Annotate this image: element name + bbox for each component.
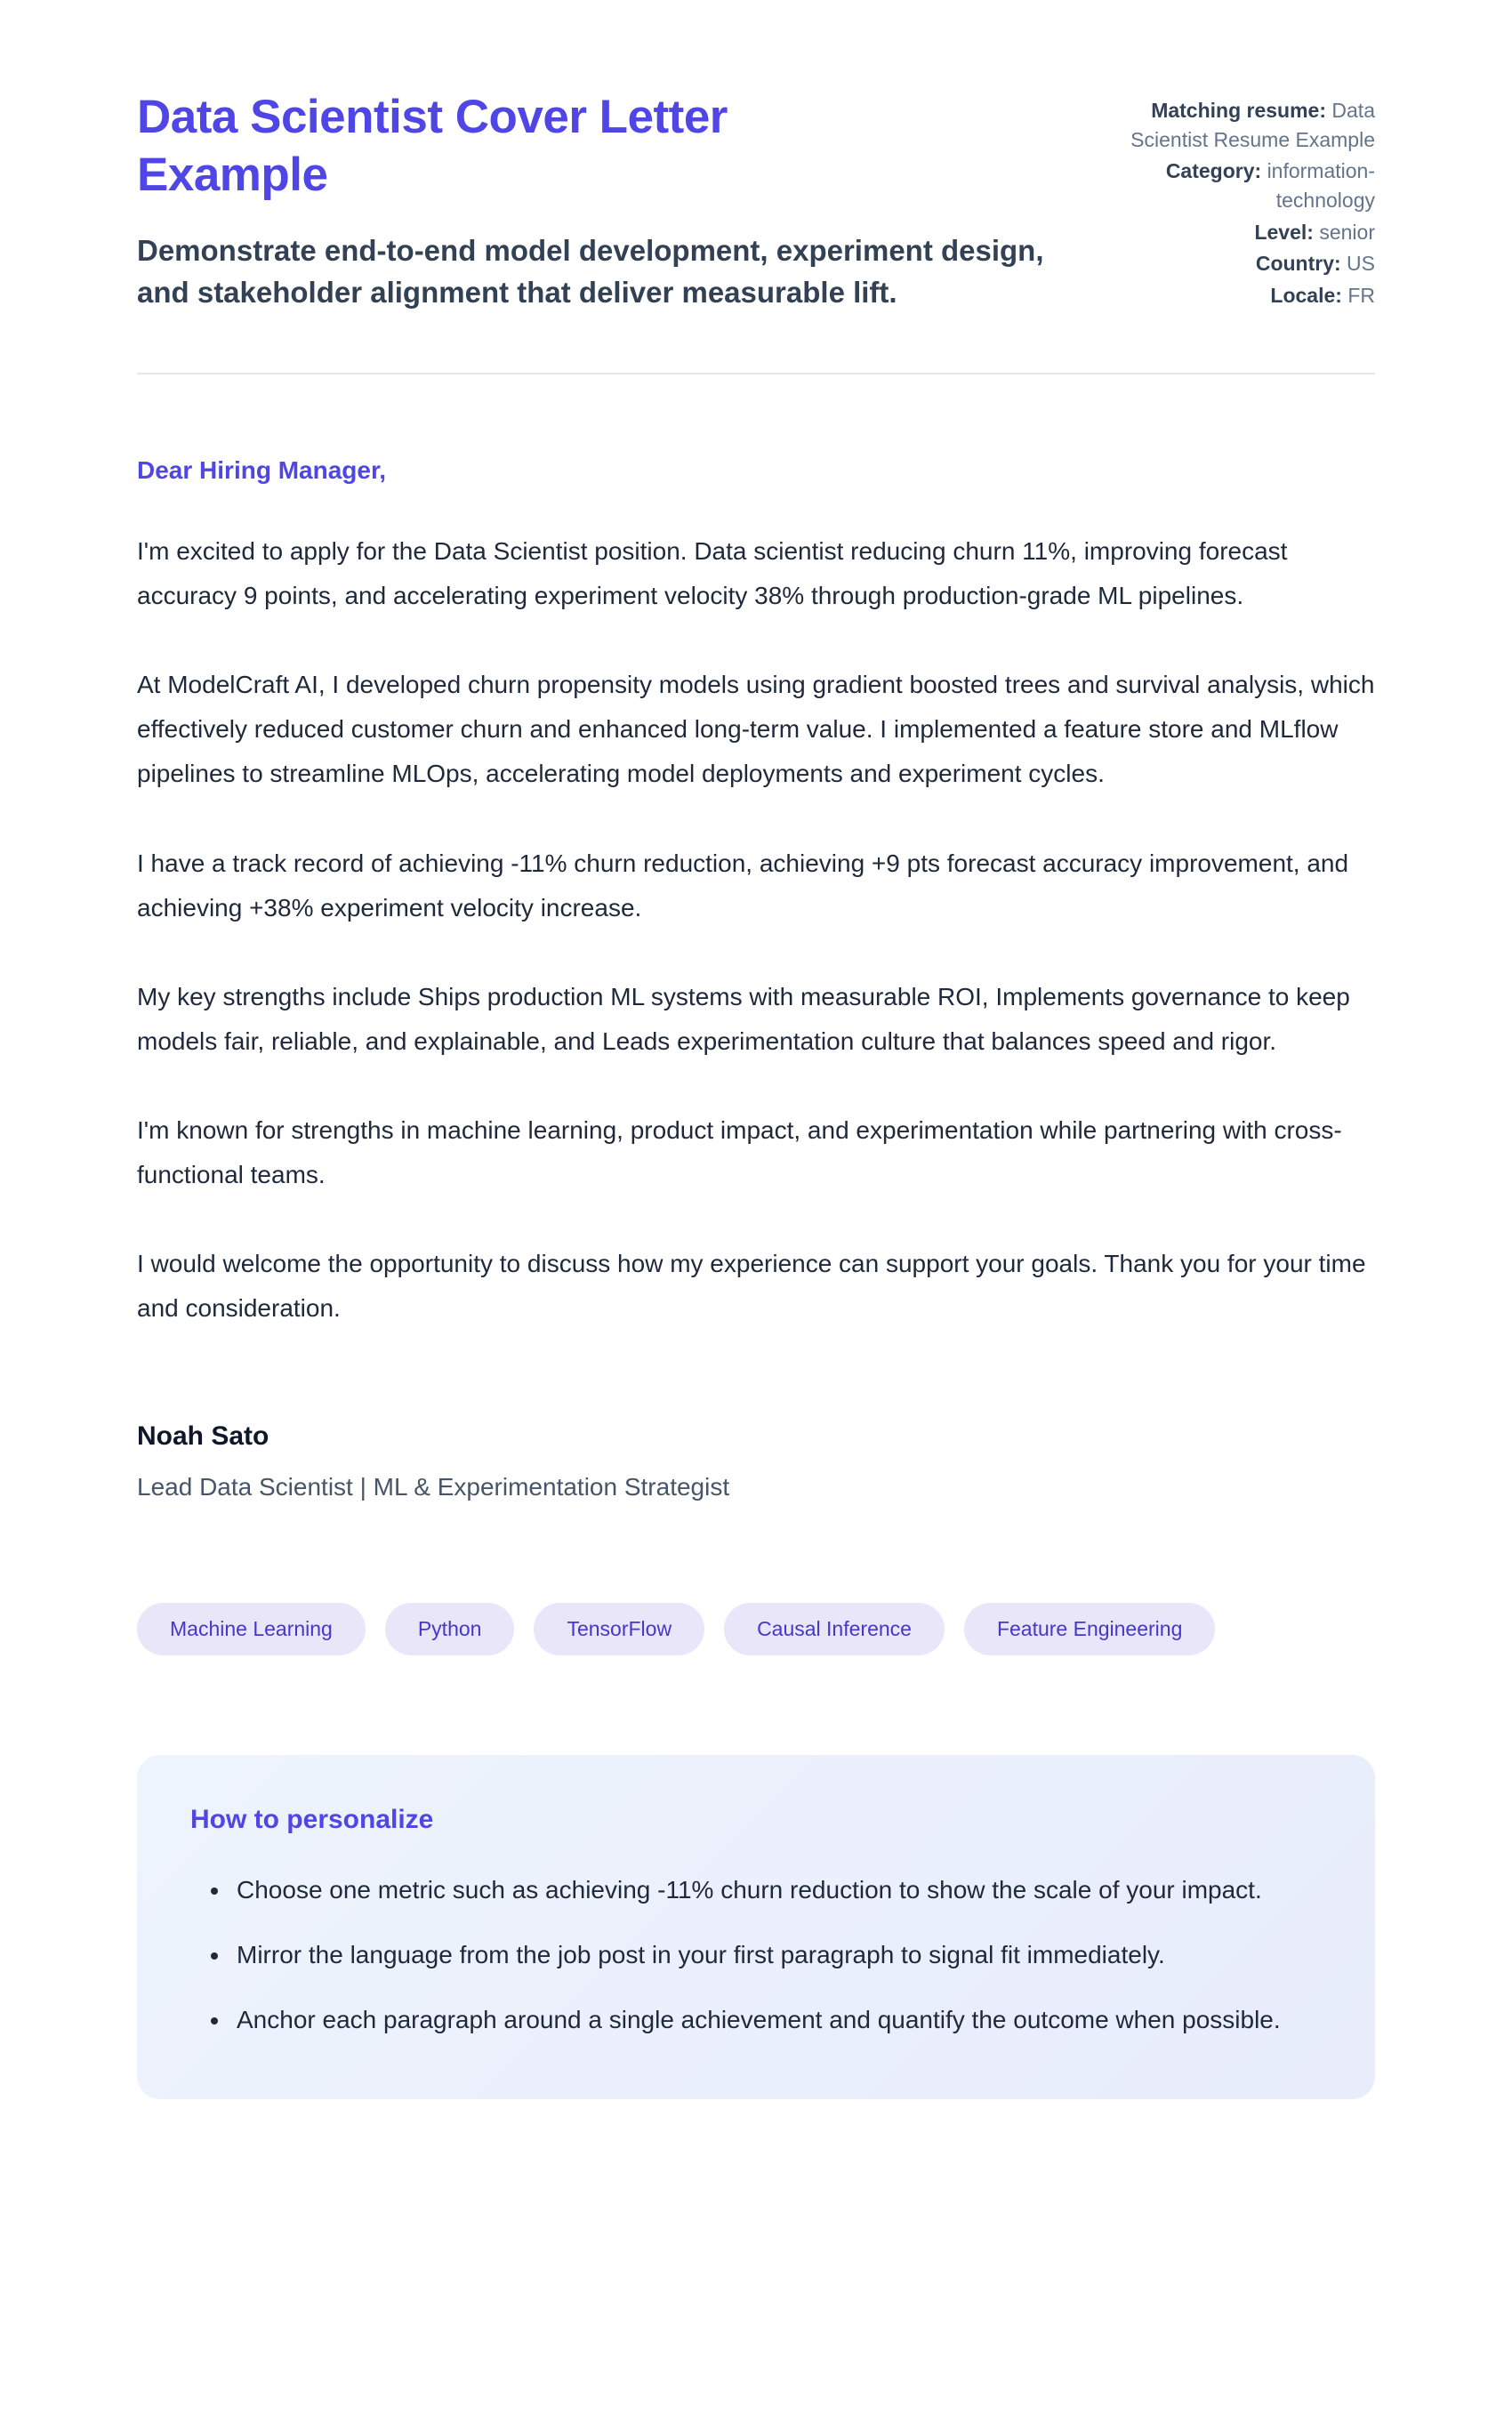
meta-label: Matching resume: bbox=[1151, 99, 1327, 122]
letter-paragraph: My key strengths include Ships production ML systems with measurable ROI, Implements governance to keep models fair, reliable, and explainable, and Leads experimentation culture that balances speed and rigor. bbox=[137, 982, 1350, 1055]
meta-value: Data Scientist Resume Example bbox=[1130, 99, 1375, 151]
header bbox=[137, 89, 1375, 314]
skill-tag-tensorflow[interactable]: TensorFlow bbox=[534, 1603, 704, 1655]
skill-tag-causal-inference[interactable]: Causal Inference bbox=[724, 1603, 945, 1655]
callout-title: How to personalize bbox=[190, 1805, 434, 1835]
page-subtitle: Demonstrate end-to-end model development, experiment design, and stakeholder alignment that deliver measurable lift. bbox=[137, 234, 1044, 310]
meta-label: Locale: bbox=[1270, 283, 1342, 307]
letter-body bbox=[137, 456, 1375, 1331]
meta-item-country bbox=[1117, 249, 1375, 278]
signature-block bbox=[137, 1421, 1375, 1501]
letter-paragraph: I would welcome the opportunity to discuss how my experience can support your goals. Thank you for your time and consideration. bbox=[137, 1250, 1366, 1323]
callout-bullet-list bbox=[190, 1869, 1322, 2041]
signature-name: Noah Sato bbox=[137, 1421, 269, 1452]
skill-tag-feature-engineering[interactable]: Feature Engineering bbox=[964, 1603, 1215, 1655]
meta-label: Level: bbox=[1254, 220, 1314, 244]
meta-panel bbox=[1117, 89, 1375, 313]
meta-item-matching-resume bbox=[1117, 96, 1375, 154]
meta-value: senior bbox=[1319, 220, 1375, 244]
skill-tag-python[interactable]: Python bbox=[385, 1603, 515, 1655]
meta-value: FR bbox=[1347, 283, 1375, 307]
header-divider bbox=[137, 373, 1375, 374]
letter-paragraph: I'm excited to apply for the Data Scientist position. Data scientist reducing churn 11%, improving forecast accuracy 9 points, and accelerating experiment velocity 38% through production-grade ML pipelines. bbox=[137, 537, 1288, 610]
meta-item-locale bbox=[1117, 281, 1375, 310]
cover-letter-page bbox=[137, 0, 1375, 2215]
callout-bullet: • Choose one metric such as achieving -11% churn reduction to show the scale of your impact. bbox=[231, 1869, 1322, 1912]
meta-value: information-technology bbox=[1267, 159, 1375, 212]
salutation: Dear Hiring Manager, bbox=[137, 456, 387, 485]
meta-item-level bbox=[1117, 218, 1375, 247]
callout-bullet: • Mirror the language from the job post in your first paragraph to signal fit immediately. bbox=[231, 1934, 1322, 1977]
meta-label: Country: bbox=[1255, 252, 1341, 276]
signature-role: Lead Data Scientist | ML & Experimentation Strategist bbox=[137, 1473, 730, 1501]
letter-paragraph: I have a track record of achieving -11% churn reduction, achieving +9 pts forecast accuracy improvement, and achieving +38% experiment velocity increase. bbox=[137, 849, 1349, 922]
skill-tags bbox=[137, 1603, 1375, 1655]
letter-paragraph: At ModelCraft AI, I developed churn propensity models using gradient boosted trees and survival analysis, which effectively reduced customer churn and enhanced long-term value. I implemented a feature store and MLflow pipelines to streamline MLOps, accelerating model deployments and experiment cycles. bbox=[137, 671, 1375, 788]
header-title-block bbox=[137, 89, 1117, 314]
meta-item-category bbox=[1117, 157, 1375, 214]
letter-paragraph: I'm known for strengths in machine learning, product impact, and experimentation while partnering with cross-functional teams. bbox=[137, 1116, 1342, 1189]
personalize-callout bbox=[137, 1755, 1375, 2098]
skill-tag-machine-learning[interactable]: Machine Learning bbox=[137, 1603, 366, 1655]
meta-value: US bbox=[1347, 252, 1375, 276]
callout-bullet: • Anchor each paragraph around a single achievement and quantify the outcome when possible. bbox=[231, 1999, 1322, 2042]
meta-label: Category: bbox=[1165, 159, 1262, 183]
page-title: Data Scientist Cover Letter Example bbox=[137, 91, 728, 201]
